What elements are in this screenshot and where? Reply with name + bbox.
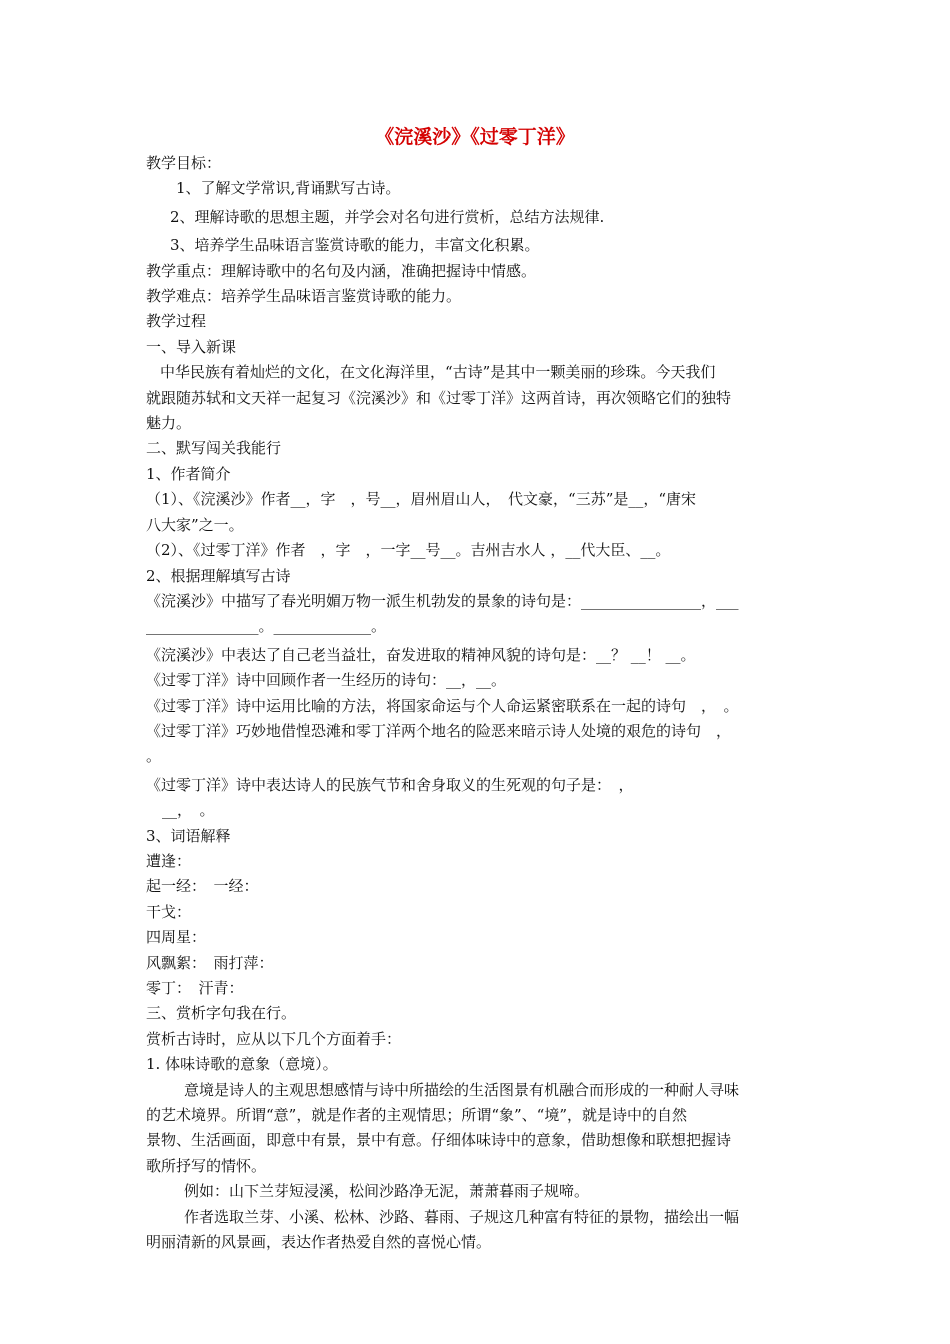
vocab-item: 风飘絮： 雨打萍： — [146, 953, 274, 972]
subsection-heading: 1. 体味诗歌的意象（意境）。 — [146, 1055, 338, 1074]
key-point: 教学重点：理解诗歌中的名句及内涵，准确把握诗中情感。 — [146, 261, 537, 280]
section-heading: 二、默写闯关我能行 — [146, 439, 282, 458]
paragraph-line: 中华民族有着灿烂的文化，在文化海洋里，“古诗”是其中一颗美丽的珍珠。今天我们 — [160, 363, 716, 382]
vocab-item: 零丁： 汗青： — [146, 979, 244, 997]
question-line: 《过零丁洋》巧妙地借惶恐滩和零丁洋两个地名的险恶来暗示诗人处境的艰危的诗句 ， — [146, 721, 732, 740]
vocab-item: 遭逢： — [146, 851, 192, 870]
paragraph-line: 歌所抒写的情怀。 — [146, 1156, 267, 1175]
question-line: 《浣溪沙》中描写了春光明媚万物一派生机勃发的景象的诗句是：________________，___ — [146, 591, 739, 610]
paragraph-line: 景物、生活画面，即意中有景，景中有意。仔细体味诗中的意象，借助想像和联想把握诗 — [146, 1131, 732, 1150]
question-line: __， 。 — [162, 801, 215, 820]
objective-item: 2、理解诗歌的思想主题，并学会对名句进行赏析，总结方法规律. — [170, 207, 605, 226]
paragraph-line: 意境是诗人的主观思想感情与诗中所描绘的生活图景有机融合而形成的一种耐人寻味 — [184, 1080, 740, 1099]
vocab-item: 四周星： — [146, 928, 207, 947]
difficulty: 教学难点：培养学生品味语言鉴赏诗歌的能力。 — [146, 287, 462, 306]
subsection-heading: 1、作者简介 — [146, 464, 231, 483]
question-line: 《过零丁洋》诗中运用比喻的方法，将国家命运与个人命运紧密联系在一起的诗句 ， 。 — [146, 696, 739, 715]
paragraph-line: 的艺术境界。所谓“意”，就是作者的主观情思；所谓“象”、“境”，就是诗中的自然 — [146, 1106, 688, 1125]
section-heading: 三、赏析字句我在行。 — [146, 1004, 297, 1023]
question-line: 《过零丁洋》诗中回顾作者一生经历的诗句：__，__。 — [146, 671, 507, 690]
question-line: 。 — [146, 747, 162, 766]
example-line: 例如：山下兰芽短浸溪，松间沙路净无泥，萧萧暮雨子规啼。 — [184, 1182, 590, 1201]
question-line: （2）、《过零丁洋》作者 ，字 ，一字__号__。吉州吉水人 ，__代大臣、__。 — [146, 541, 671, 560]
objective-item: 1、了解文学常识,背诵默写古诗。 — [176, 179, 401, 198]
paragraph-line: 就跟随苏轼和文天祥一起复习《浣溪沙》和《过零丁洋》这两首诗，再次领略它们的独特 — [146, 388, 732, 407]
question-line: 《浣溪沙》中表达了自己老当益壮，奋发进取的精神风貌的诗句是：__？ __！ __。 — [146, 645, 696, 664]
subsection-heading: 3、词语解释 — [146, 826, 231, 845]
question-line: （1）、《浣溪沙》作者__，字 ，号__，眉州眉山人， 代文豪，“三苏”是__，“唐宋 — [146, 490, 697, 509]
document-title: 《浣溪沙》《过零丁洋》 — [375, 126, 575, 148]
section-heading-objectives: 教学目标： — [146, 154, 222, 172]
subsection-heading: 2、根据理解填写古诗 — [146, 566, 291, 585]
document-body — [146, 151, 810, 1255]
question-line: _______________。_____________。 — [146, 617, 387, 636]
section-heading: 一、导入新课 — [146, 337, 237, 356]
paragraph-line: 魅力。 — [146, 414, 192, 433]
vocab-item: 干戈： — [146, 902, 192, 921]
question-line: 《过零丁洋》诗中表达诗人的民族气节和舍身取义的生死观的句子是： ， — [146, 775, 634, 794]
vocab-item: 起一经： 一经： — [146, 877, 259, 896]
paragraph-line: 作者选取兰芽、小溪、松林、沙路、暮雨、子规这几种富有特征的景物，描绘出一幅 — [184, 1207, 740, 1226]
paragraph-line: 赏析古诗时，应从以下几个方面着手： — [146, 1029, 402, 1048]
section-heading-process: 教学过程 — [146, 312, 207, 331]
paragraph-line: 明丽清新的风景画，表达作者热爱自然的喜悦心情。 — [146, 1233, 492, 1252]
question-line: 八大家”之一。 — [146, 515, 244, 534]
objective-item: 3、培养学生品味语言鉴赏诗歌的能力，丰富文化积累。 — [170, 236, 540, 255]
